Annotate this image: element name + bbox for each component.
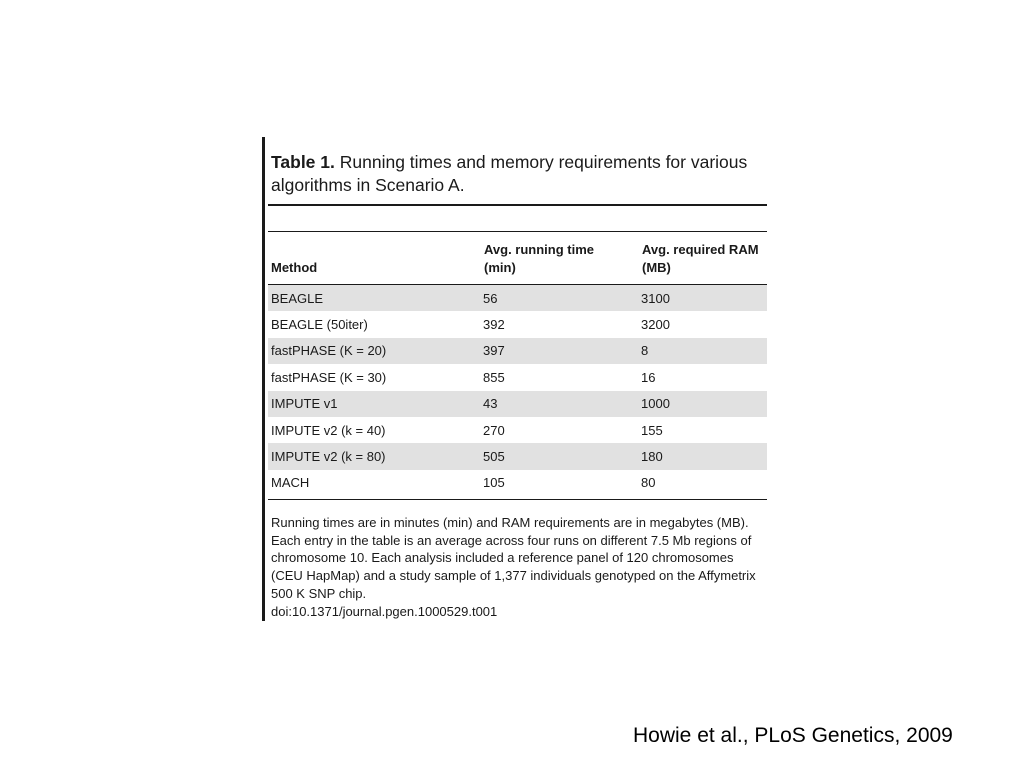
- table-row: [268, 285, 767, 311]
- time-cell: 392: [483, 317, 505, 333]
- method-cell: MACH: [271, 475, 310, 491]
- citation: Howie et al., PLoS Genetics, 2009: [633, 724, 953, 747]
- ram-cell: 16: [641, 369, 656, 385]
- top-rule: [268, 204, 767, 206]
- table-row: [268, 311, 767, 337]
- ram-cell: 3200: [641, 317, 670, 333]
- time-cell: 855: [483, 369, 505, 385]
- ram-cell: 1000: [641, 391, 767, 417]
- table-row: [268, 338, 767, 364]
- method-cell: fastPHASE (K = 20): [268, 338, 483, 364]
- method-cell: fastPHASE (K = 30): [271, 369, 387, 385]
- table-figure: [262, 137, 766, 621]
- time-cell: 505: [483, 443, 641, 469]
- ram-cell: 155: [641, 422, 663, 438]
- time-cell: 56: [483, 285, 641, 311]
- table-footnote: Running times are in minutes (min) and RAM requirements are in megabytes (MB). Each entry in the table is an average across four runs on different 7.5 Mb regions of chromosome 10. Each analysis included a reference panel of 120 chromosomes (CEU HapMap) and a study sample of 1,377 individuals genotyped on the Affymetrix 500 K SNP chip.: [271, 515, 756, 601]
- table-bottom-rule: [268, 499, 767, 500]
- ram-cell: 8: [641, 338, 767, 364]
- ram-cell: 180: [641, 443, 767, 469]
- ram-cell: 80: [641, 475, 656, 491]
- method-cell: BEAGLE (50iter): [271, 317, 368, 333]
- ram-cell: 3100: [641, 285, 767, 311]
- data-table: [268, 285, 767, 496]
- table-caption: Running times and memory requirements for various algorithms in Scenario A.: [271, 152, 748, 195]
- method-cell: IMPUTE v2 (k = 80): [268, 443, 483, 469]
- time-cell: 105: [483, 475, 505, 491]
- table-row: [268, 417, 767, 443]
- table-row: [268, 364, 767, 390]
- header-top-rule: [268, 231, 767, 232]
- table-row: [268, 470, 767, 496]
- table-row: [268, 391, 767, 417]
- column-header-time: Avg. running time (min): [484, 242, 595, 275]
- time-cell: 397: [483, 338, 641, 364]
- time-cell: 43: [483, 391, 641, 417]
- method-cell: BEAGLE: [268, 285, 483, 311]
- table-row: [268, 443, 767, 469]
- time-cell: 270: [483, 422, 505, 438]
- column-header-ram: Avg. required RAM (MB): [642, 242, 759, 275]
- method-cell: IMPUTE v1: [268, 391, 483, 417]
- doi-text: doi:10.1371/journal.pgen.1000529.t001: [271, 604, 498, 619]
- method-cell: IMPUTE v2 (k = 40): [271, 422, 386, 438]
- table-label: Table 1.: [271, 152, 335, 172]
- column-header-method: Method: [271, 260, 318, 275]
- table-title: [271, 151, 761, 197]
